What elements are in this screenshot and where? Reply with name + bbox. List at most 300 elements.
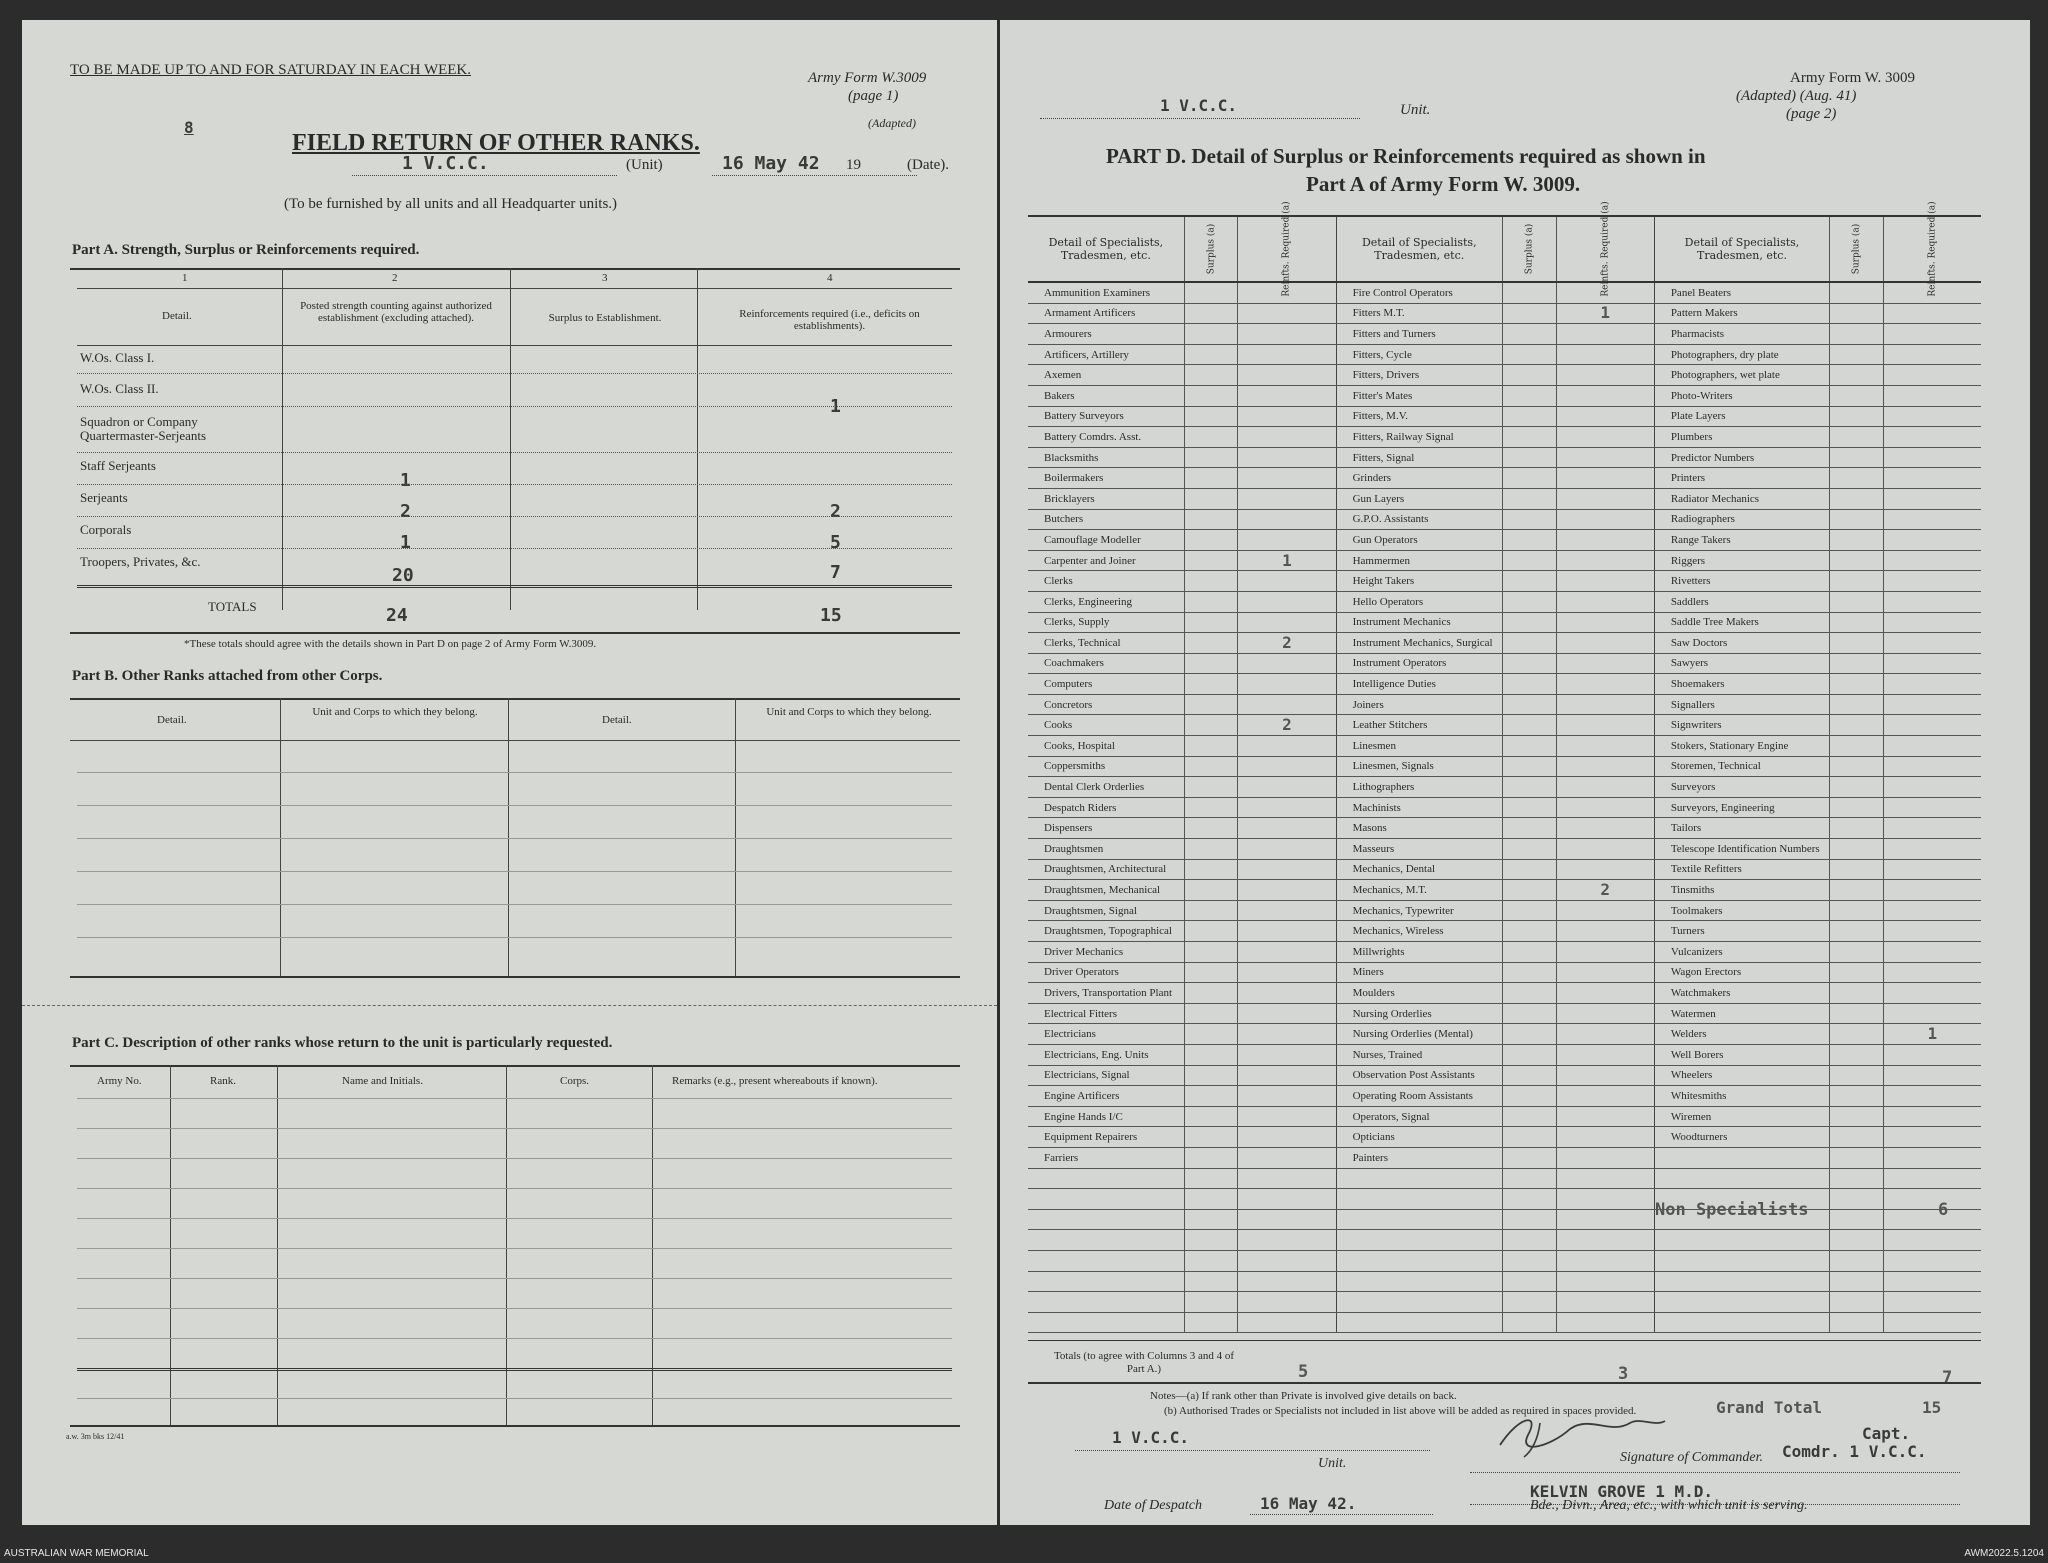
surplus-cell: [1502, 509, 1556, 530]
trade-name: Ammunition Examiners: [1028, 282, 1184, 303]
surplus-cell: [1502, 282, 1556, 303]
trade-name: Bakers: [1028, 385, 1184, 406]
p2-unit-value: 1 V.C.C.: [1160, 96, 1238, 115]
reinf-cell: [1238, 406, 1336, 427]
reinf-cell: [1238, 942, 1336, 963]
reinf-cell: [1883, 427, 1981, 448]
surplus-cell: [1830, 406, 1884, 427]
trade-name: Clerks, Supply: [1028, 612, 1184, 633]
p2-form-number: Army Form W. 3009: [1790, 70, 1916, 86]
trade-name: Operators, Signal: [1336, 1106, 1502, 1127]
p2-adapted: (Adapted) (Aug. 41): [1736, 88, 1857, 104]
surplus-cell: [1184, 1230, 1238, 1251]
part-c-heading: Part C. Description of other ranks whose return to the unit is particularly requested.: [72, 1035, 613, 1051]
trade-name: Concretors: [1028, 694, 1184, 715]
trade-name: Riggers: [1654, 550, 1829, 571]
surplus-cell: [1502, 736, 1556, 757]
reinf-cell: [1556, 633, 1654, 654]
col-header-reinforcements: Reinforcements required (i.e., deficits on establishments).: [739, 308, 920, 332]
year-prefix: 19: [846, 157, 861, 173]
trade-name: Textile Refitters: [1654, 859, 1829, 880]
surplus-cell: [1184, 1189, 1238, 1210]
part-d-row: [1028, 736, 1981, 757]
trade-name: Driver Mechanics: [1028, 942, 1184, 963]
reinf-cell: [1556, 530, 1654, 551]
surplus-cell: [1502, 1147, 1556, 1168]
reinf-cell: [1556, 550, 1654, 571]
surplus-cell: [1502, 1044, 1556, 1065]
reinf-cell: [1238, 797, 1336, 818]
part-d-row: [1028, 756, 1981, 777]
reinf-cell: [1556, 509, 1654, 530]
part-c-col-remarks: Remarks (e.g., present whereabouts if known).: [672, 1075, 878, 1087]
reinf-cell: [1556, 674, 1654, 695]
surplus-cell: [1184, 550, 1238, 571]
reinf-cell: [1883, 447, 1981, 468]
trade-name: Fitters, Drivers: [1336, 365, 1502, 386]
reinf-cell: 1: [1556, 303, 1654, 324]
surplus-cell: [1830, 509, 1884, 530]
trade-name: Tinsmiths: [1654, 880, 1829, 901]
reinf-cell: [1883, 797, 1981, 818]
trade-name: Photo-Writers: [1654, 385, 1829, 406]
surplus-cell: [1830, 1230, 1884, 1251]
surplus-cell: [1502, 303, 1556, 324]
surplus-cell: [1184, 859, 1238, 880]
reinf-cell: [1883, 468, 1981, 489]
part-d-row: [1028, 921, 1981, 942]
reinf-cell: [1238, 674, 1336, 695]
reinf-cell: [1238, 1209, 1336, 1230]
trade-name: Intelligence Duties: [1336, 674, 1502, 695]
surplus-cell: [1184, 509, 1238, 530]
trade-name: Fitters and Turners: [1336, 324, 1502, 345]
part-d-row: [1028, 447, 1981, 468]
part-d-row: [1028, 818, 1981, 839]
surplus-cell: [1830, 880, 1884, 901]
row-label-cqms: Squadron or Company Quartermaster-Serjeants: [80, 414, 207, 443]
trade-name: Saddlers: [1654, 591, 1829, 612]
trade-name: Camouflage Modeller: [1028, 530, 1184, 551]
surplus-cell: [1830, 756, 1884, 777]
rank-value: Capt.: [1862, 1424, 1911, 1443]
part-d-row: [1028, 674, 1981, 695]
surplus-cell: [1502, 1086, 1556, 1107]
trade-name: Artificers, Artillery: [1028, 344, 1184, 365]
part-d-row: [1028, 1271, 1981, 1292]
pd-head-detail-1: Detail of Specialists, Tradesmen, etc.: [1028, 216, 1184, 282]
trade-name: Carpenter and Joiner: [1028, 550, 1184, 571]
trade-name: Coppersmiths: [1028, 756, 1184, 777]
reinf-cell: [1883, 591, 1981, 612]
surplus-cell: [1830, 983, 1884, 1004]
surplus-cell: [1830, 1250, 1884, 1271]
reinf-cell: [1556, 1230, 1654, 1251]
trade-name: Cooks, Hospital: [1028, 736, 1184, 757]
trade-name: Engine Artificers: [1028, 1086, 1184, 1107]
reinf-cell: 1: [1883, 1024, 1981, 1045]
pd-head-reinf-1-text: Reinfts. Required (a): [1281, 201, 1292, 297]
surplus-cell: [1502, 468, 1556, 489]
part-d-row: [1028, 530, 1981, 551]
reinf-cell: [1556, 1271, 1654, 1292]
trade-name: Mechanics, Wireless: [1336, 921, 1502, 942]
trade-name: Fitters M.T.: [1336, 303, 1502, 324]
trade-name: Dispensers: [1028, 818, 1184, 839]
part-d-row: [1028, 282, 1981, 303]
trade-name: Storemen, Technical: [1654, 756, 1829, 777]
surplus-cell: [1184, 1065, 1238, 1086]
trade-name: [1028, 1292, 1184, 1313]
surplus-cell: [1830, 1044, 1884, 1065]
command-value: Comdr. 1 V.C.C.: [1782, 1442, 1927, 1461]
trade-name: [1028, 1189, 1184, 1210]
reinf-cell: [1883, 756, 1981, 777]
surplus-cell: [1830, 839, 1884, 860]
surplus-cell: [1830, 1127, 1884, 1148]
surplus-cell: [1830, 859, 1884, 880]
reinf-cell: [1883, 777, 1981, 798]
part-d-row: [1028, 1044, 1981, 1065]
note-b: (b) Authorised Trades or Specialists not included in list above will be added as required in spaces provided.: [1164, 1405, 1637, 1417]
surplus-cell: [1184, 1044, 1238, 1065]
surplus-cell: [1502, 550, 1556, 571]
surplus-cell: [1184, 777, 1238, 798]
total-col2: 3: [1618, 1364, 1629, 1384]
col-number-3: 3: [602, 272, 608, 284]
reinf-cell: [1556, 859, 1654, 880]
area-value: KELVIN GROVE 1 M.D.: [1530, 1482, 1714, 1501]
reinf-cell: [1556, 427, 1654, 448]
trade-name: Sawyers: [1654, 653, 1829, 674]
trade-name: Surveyors: [1654, 777, 1829, 798]
surplus-cell: [1502, 900, 1556, 921]
trade-name: Armourers: [1028, 324, 1184, 345]
trade-name: Bricklayers: [1028, 488, 1184, 509]
reinf-cell: [1883, 694, 1981, 715]
surplus-cell: [1184, 1250, 1238, 1271]
reinf-cell: [1883, 385, 1981, 406]
trade-name: Instrument Mechanics, Surgical: [1336, 633, 1502, 654]
surplus-cell: [1830, 550, 1884, 571]
part-d-row: [1028, 612, 1981, 633]
p2-unit-label: Unit.: [1400, 102, 1431, 118]
part-d-row: [1028, 839, 1981, 860]
surplus-cell: [1184, 942, 1238, 963]
reinf-cell: [1883, 818, 1981, 839]
pd-head-surplus-2-text: Surplus (a): [1524, 223, 1535, 275]
part-d-row: [1028, 1209, 1981, 1230]
surplus-cell: [1184, 612, 1238, 633]
surplus-cell: [1830, 591, 1884, 612]
surplus-cell: [1830, 447, 1884, 468]
reinf-cell: [1556, 571, 1654, 592]
trade-name: Telescope Identification Numbers: [1654, 839, 1829, 860]
date-label: (Date).: [907, 157, 950, 173]
surplus-cell: [1184, 571, 1238, 592]
trade-name: Cooks: [1028, 715, 1184, 736]
surplus-cell: [1502, 1292, 1556, 1313]
trade-name: Mechanics, Dental: [1336, 859, 1502, 880]
surplus-cell: [1502, 365, 1556, 386]
surplus-cell: [1184, 921, 1238, 942]
trade-name: Wiremen: [1654, 1106, 1829, 1127]
part-d-row: [1028, 1024, 1981, 1045]
surplus-cell: [1502, 1065, 1556, 1086]
non-specialists-value: 6: [1938, 1200, 1949, 1220]
reinf-cell: [1883, 633, 1981, 654]
reinf-cell: [1883, 983, 1981, 1004]
part-c-col-army-no: Army No.: [97, 1075, 142, 1087]
surplus-cell: [1502, 1250, 1556, 1271]
trade-name: Moulders: [1336, 983, 1502, 1004]
trade-name: Mechanics, M.T.: [1336, 880, 1502, 901]
reinf-cell: [1883, 1271, 1981, 1292]
pd-head-reinf-3-text: Reinfts. Required (a): [1927, 201, 1938, 297]
trade-name: Linesmen: [1336, 736, 1502, 757]
surplus-cell: [1830, 324, 1884, 345]
trade-name: Hammermen: [1336, 550, 1502, 571]
reinf-cell: [1883, 1065, 1981, 1086]
trade-name: [1654, 1168, 1829, 1189]
trade-name: Stokers, Stationary Engine: [1654, 736, 1829, 757]
reinf-cell: [1556, 1003, 1654, 1024]
reinf-cell: [1883, 324, 1981, 345]
surplus-cell: [1502, 324, 1556, 345]
trade-name: Watermen: [1654, 1003, 1829, 1024]
surplus-cell: [1502, 1209, 1556, 1230]
surplus-cell: [1830, 1209, 1884, 1230]
reinf-cell: [1556, 715, 1654, 736]
part-d-row: [1028, 1292, 1981, 1313]
reinf-cell: [1238, 1230, 1336, 1251]
grand-total-label: Grand Total: [1716, 1398, 1822, 1417]
part-b-heading: Part B. Other Ranks attached from other Corps.: [72, 668, 383, 684]
surplus-cell: [1502, 571, 1556, 592]
surplus-cell: [1830, 303, 1884, 324]
trade-name: Vulcanizers: [1654, 942, 1829, 963]
part-d-row: [1028, 365, 1981, 386]
surplus-cell: [1830, 1271, 1884, 1292]
reinf-cell: [1238, 900, 1336, 921]
reinf-cell: [1883, 921, 1981, 942]
surplus-cell: [1184, 818, 1238, 839]
reinf-cell: [1556, 468, 1654, 489]
footer-right: AWM2022.5.1204: [1964, 1548, 2044, 1559]
trade-name: Electricians: [1028, 1024, 1184, 1045]
trade-name: Signallers: [1654, 694, 1829, 715]
trade-name: Watchmakers: [1654, 983, 1829, 1004]
surplus-cell: [1184, 530, 1238, 551]
part-a-heading: Part A. Strength, Surplus or Reinforcements required.: [72, 242, 420, 258]
despatch-label: Date of Despatch: [1104, 1498, 1202, 1513]
trade-name: Fitters, M.V.: [1336, 406, 1502, 427]
surplus-cell: [1502, 1003, 1556, 1024]
part-d-row: [1028, 880, 1981, 901]
surplus-cell: [1184, 365, 1238, 386]
pd-head-reinf-3: [1883, 201, 1981, 297]
trade-name: Coachmakers: [1028, 653, 1184, 674]
trade-name: Draughtsmen, Mechanical: [1028, 880, 1184, 901]
reinf-cell: [1556, 1312, 1654, 1333]
trade-name: Miners: [1336, 962, 1502, 983]
surplus-cell: [1502, 715, 1556, 736]
value-troopers-posted: 20: [392, 565, 414, 586]
trade-name: Driver Operators: [1028, 962, 1184, 983]
part-d-row: [1028, 1312, 1981, 1333]
surplus-cell: [1830, 282, 1884, 303]
trade-name: Plumbers: [1654, 427, 1829, 448]
trade-name: Photographers, dry plate: [1654, 344, 1829, 365]
surplus-cell: [1184, 1024, 1238, 1045]
surplus-cell: [1502, 406, 1556, 427]
part-d-row: [1028, 1168, 1981, 1189]
surplus-cell: [1830, 344, 1884, 365]
reinf-cell: [1883, 1147, 1981, 1168]
part-d-row: [1028, 859, 1981, 880]
part-d-title-line2: Part A of Army Form W. 3009.: [1306, 172, 1581, 196]
trade-name: Engine Hands I/C: [1028, 1106, 1184, 1127]
reinf-cell: [1883, 653, 1981, 674]
trade-name: Clerks, Engineering: [1028, 591, 1184, 612]
surplus-cell: [1184, 1292, 1238, 1313]
page-label: (page 1): [848, 88, 899, 104]
surplus-cell: [1830, 1147, 1884, 1168]
reinf-cell: [1238, 1003, 1336, 1024]
surplus-cell: [1502, 653, 1556, 674]
trade-name: Saw Doctors: [1654, 633, 1829, 654]
reinf-cell: [1883, 1044, 1981, 1065]
surplus-cell: [1830, 942, 1884, 963]
trade-name: Wagon Erectors: [1654, 962, 1829, 983]
trade-name: Despatch Riders: [1028, 797, 1184, 818]
trade-name: [1654, 1271, 1829, 1292]
part-c-col-corps: Corps.: [560, 1075, 590, 1087]
reinf-cell: [1556, 1065, 1654, 1086]
reinf-cell: [1238, 385, 1336, 406]
trade-name: Signwriters: [1654, 715, 1829, 736]
surplus-cell: [1184, 1003, 1238, 1024]
reinf-cell: [1556, 653, 1654, 674]
surplus-cell: [1502, 859, 1556, 880]
trade-name: [1654, 1292, 1829, 1313]
surplus-cell: [1830, 797, 1884, 818]
value-corporals-reinf: 5: [830, 532, 841, 553]
surplus-cell: [1830, 571, 1884, 592]
trade-name: Joiners: [1336, 694, 1502, 715]
col-number-1: 1: [182, 272, 188, 284]
form-page-1: [22, 20, 997, 1525]
total-reinf: 15: [820, 605, 842, 626]
total-col1: 5: [1298, 1362, 1309, 1382]
reinf-cell: [1556, 1209, 1654, 1230]
surplus-cell: [1184, 427, 1238, 448]
trade-name: Whitesmiths: [1654, 1086, 1829, 1107]
reinf-cell: [1883, 344, 1981, 365]
surplus-cell: [1502, 530, 1556, 551]
surplus-cell: [1502, 591, 1556, 612]
trade-name: Blacksmiths: [1028, 447, 1184, 468]
surplus-cell: [1830, 736, 1884, 757]
trade-name: Linesmen, Signals: [1336, 756, 1502, 777]
surplus-cell: [1830, 694, 1884, 715]
pd-head-surplus-3: [1830, 216, 1884, 282]
adapted-label: (Adapted): [868, 116, 916, 130]
row-label-wo1: W.Os. Class I.: [80, 350, 155, 365]
instruction-text: TO BE MADE UP TO AND FOR SATURDAY IN EACH WEEK.: [70, 62, 472, 78]
footer-left: AUSTRALIAN WAR MEMORIAL: [4, 1548, 149, 1559]
trade-name: Battery Surveyors: [1028, 406, 1184, 427]
trade-name: Fitter's Mates: [1336, 385, 1502, 406]
surplus-cell: [1184, 324, 1238, 345]
trade-name: Draughtsmen, Topographical: [1028, 921, 1184, 942]
reinf-cell: [1238, 509, 1336, 530]
trade-name: Nursing Orderlies (Mental): [1336, 1024, 1502, 1045]
pd-head-surplus-1-text: Surplus (a): [1206, 223, 1217, 275]
surplus-cell: [1184, 674, 1238, 695]
surplus-cell: [1502, 694, 1556, 715]
reinf-cell: [1238, 1189, 1336, 1210]
reinf-cell: [1883, 942, 1981, 963]
part-a-footnote: *These totals should agree with the details shown in Part D on page 2 of Army Form W.3009.: [184, 638, 597, 650]
value-wo2-reinf: 1: [830, 396, 841, 417]
pd-head-detail-2: Detail of Specialists, Tradesmen, etc.: [1336, 216, 1502, 282]
area-label: Bde., Divn., Area, etc., with which unit is serving.: [1530, 1498, 1808, 1513]
trade-name: Gun Operators: [1336, 530, 1502, 551]
surplus-cell: [1184, 1086, 1238, 1107]
trade-name: Observation Post Assistants: [1336, 1065, 1502, 1086]
surplus-cell: [1502, 1168, 1556, 1189]
form-page-2: [1000, 20, 2030, 1525]
surplus-cell: [1830, 1189, 1884, 1210]
trade-name: Farriers: [1028, 1147, 1184, 1168]
trade-name: Nursing Orderlies: [1336, 1003, 1502, 1024]
col-number-2: 2: [392, 272, 398, 284]
reinf-cell: [1238, 1271, 1336, 1292]
part-b-col-unit-1: Unit and Corps to which they belong.: [312, 706, 478, 718]
surplus-cell: [1184, 983, 1238, 1004]
surplus-cell: [1830, 921, 1884, 942]
reinf-cell: [1883, 859, 1981, 880]
part-b-col-detail-1: Detail.: [157, 714, 187, 726]
part-b-col-detail-2: Detail.: [602, 714, 632, 726]
trade-name: Welders: [1654, 1024, 1829, 1045]
trade-name: [1336, 1271, 1502, 1292]
surplus-cell: [1502, 633, 1556, 654]
trade-name: Pharmacists: [1654, 324, 1829, 345]
trade-name: [1336, 1230, 1502, 1251]
reinf-cell: [1238, 571, 1336, 592]
reinf-cell: [1883, 571, 1981, 592]
trade-name: Hello Operators: [1336, 591, 1502, 612]
reinf-cell: [1238, 1312, 1336, 1333]
trade-name: Turners: [1654, 921, 1829, 942]
date-value: 16 May 42: [722, 153, 820, 174]
trade-name: Saddle Tree Makers: [1654, 612, 1829, 633]
trade-name: Masons: [1336, 818, 1502, 839]
trade-name: G.P.O. Assistants: [1336, 509, 1502, 530]
reinf-cell: [1883, 1189, 1981, 1210]
reinf-cell: 1: [1238, 550, 1336, 571]
trade-name: Gun Layers: [1336, 488, 1502, 509]
trade-name: [1028, 1209, 1184, 1230]
surplus-cell: [1502, 1230, 1556, 1251]
reinf-cell: [1238, 1024, 1336, 1045]
trade-name: Electricians, Signal: [1028, 1065, 1184, 1086]
surplus-cell: [1184, 1106, 1238, 1127]
reinf-cell: [1238, 530, 1336, 551]
reinf-cell: [1238, 777, 1336, 798]
